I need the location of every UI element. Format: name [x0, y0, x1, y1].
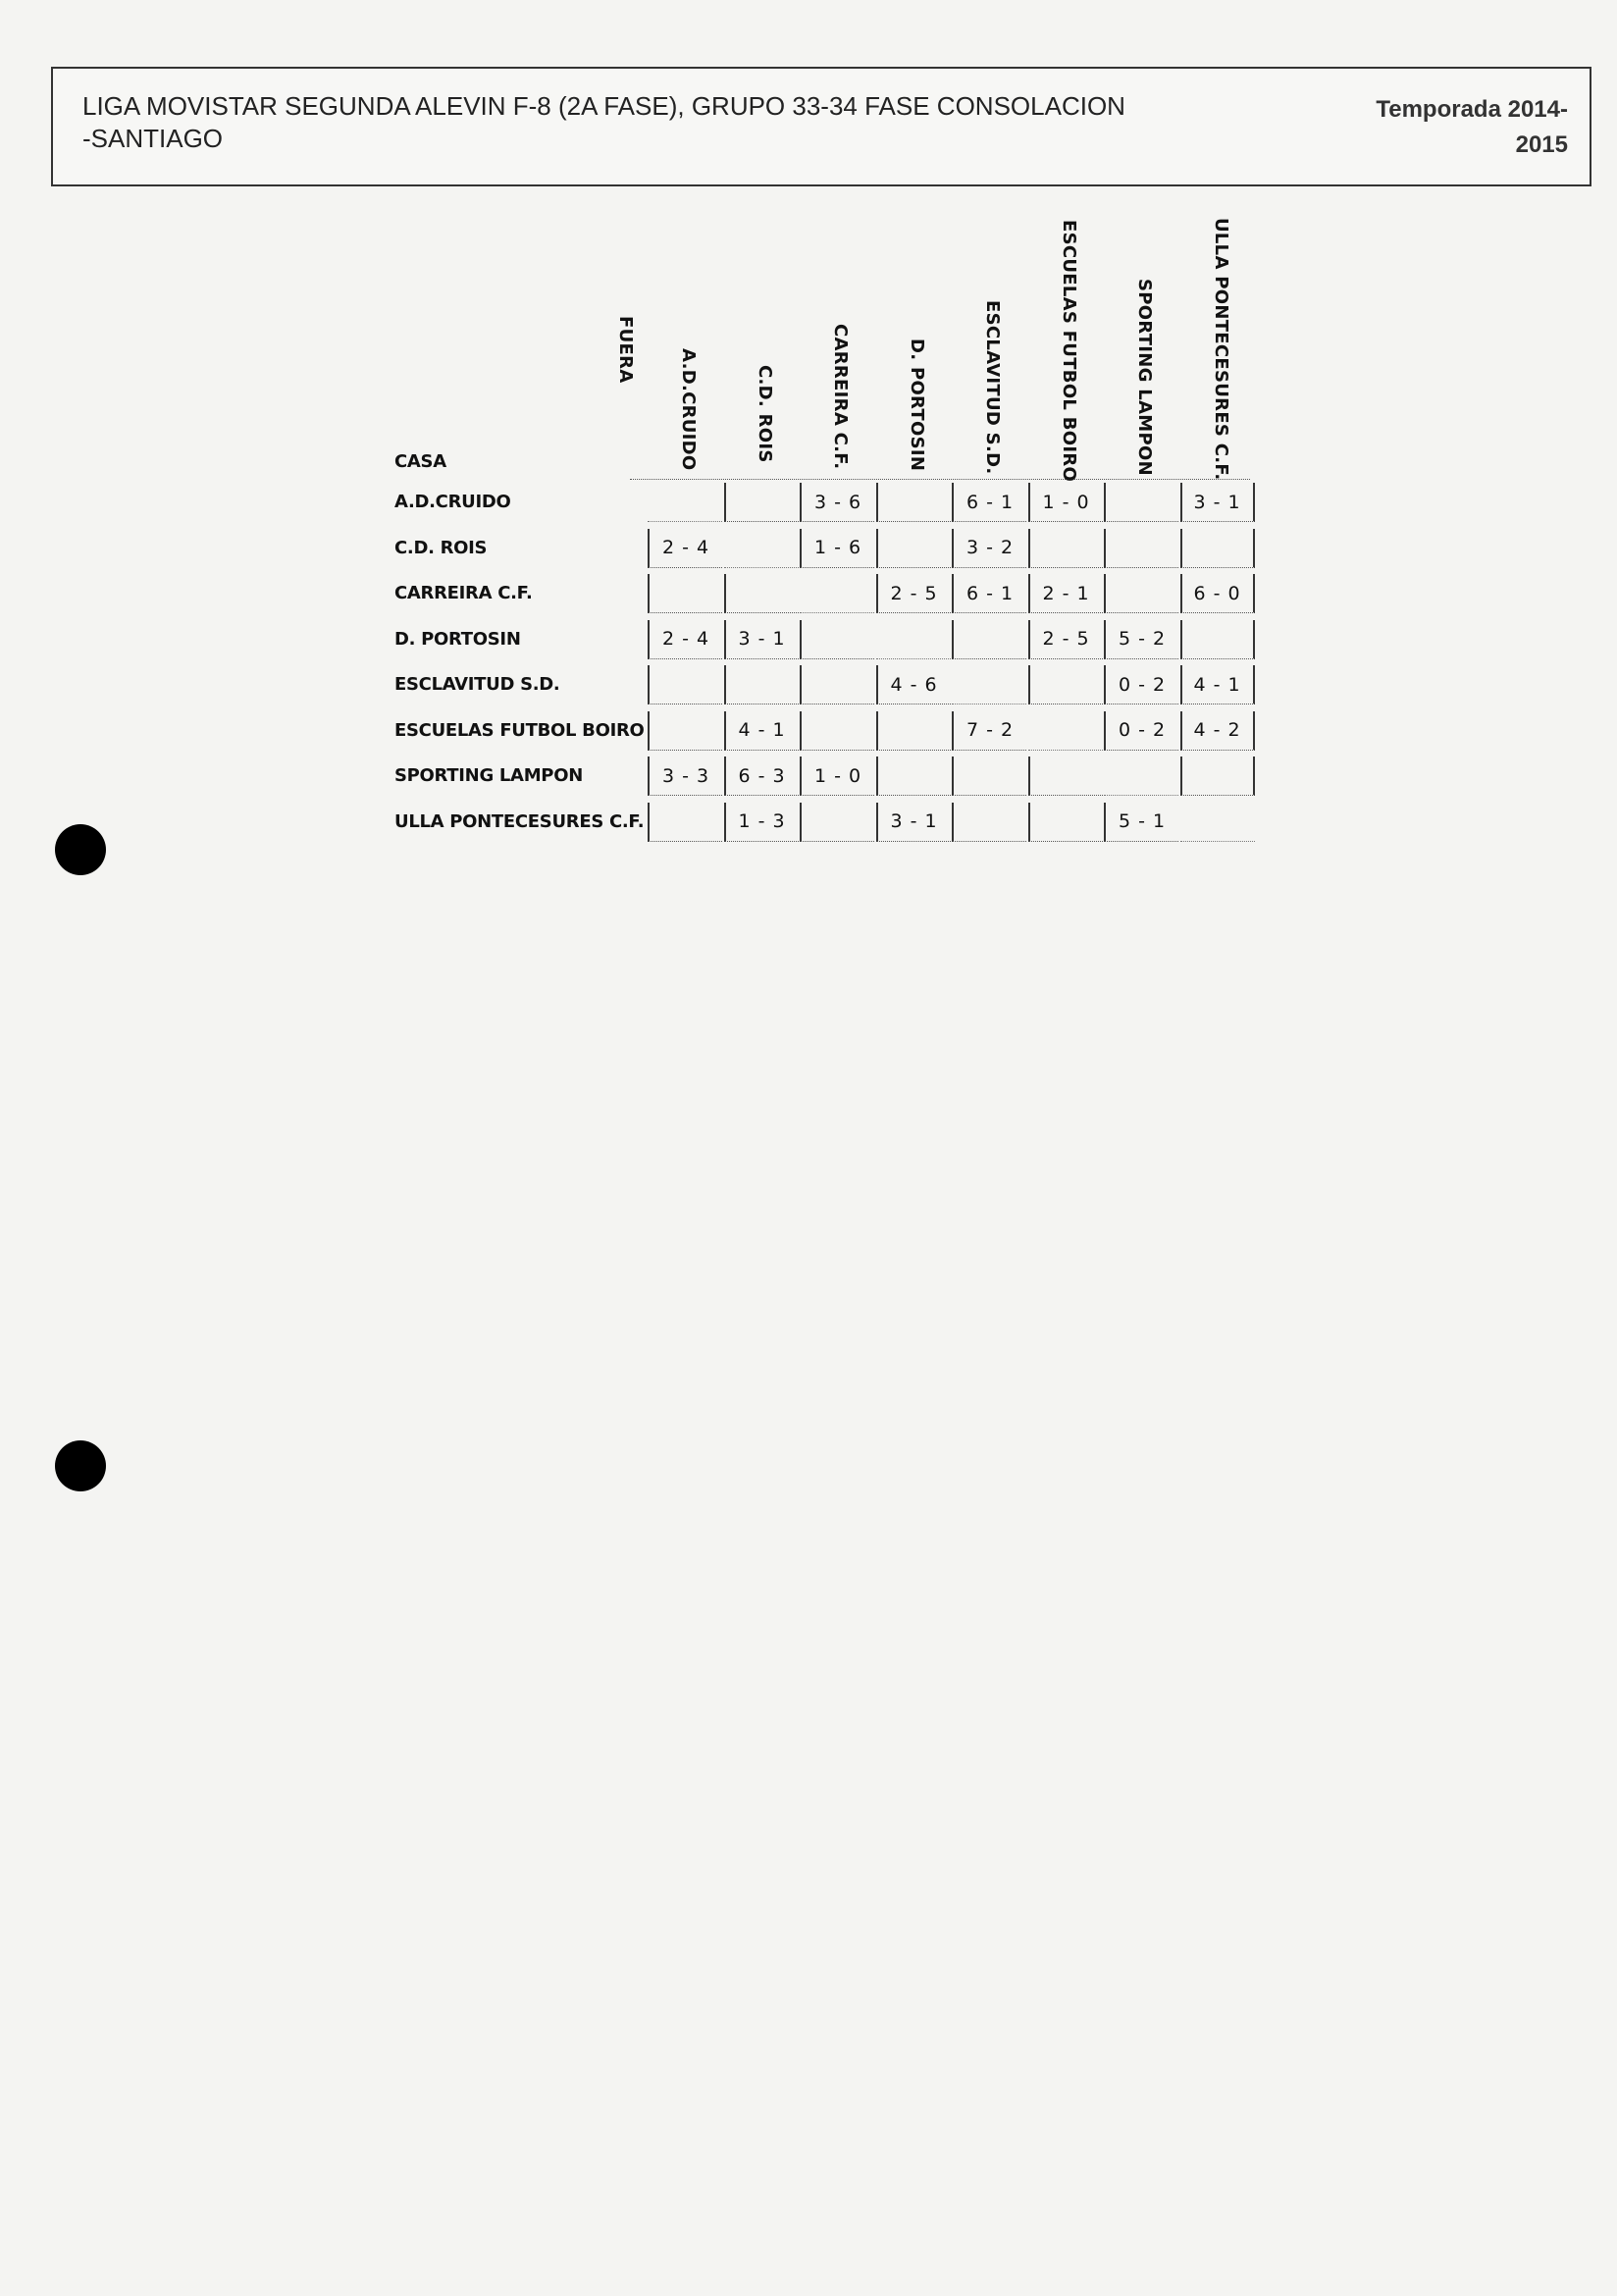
- result-cell: [1028, 757, 1103, 796]
- result-cell: [724, 574, 799, 613]
- league-title-line1: LIGA MOVISTAR SEGUNDA ALEVIN F-8 (2A FASE), GRUPO 33-34 FASE CONSOLACION: [82, 91, 1125, 121]
- result-cell: [952, 757, 1026, 796]
- season-label: [1352, 92, 1568, 163]
- result-cell: 3 - 2: [952, 529, 1026, 568]
- result-cell: [876, 711, 951, 751]
- result-cell: [1028, 529, 1103, 568]
- result-cell: [876, 483, 951, 522]
- diagonal-cell: [800, 574, 874, 613]
- result-cell: 1 - 0: [1028, 483, 1103, 522]
- diagonal-cell: [1104, 757, 1178, 796]
- top-rule: [630, 479, 1250, 480]
- result-cell: 6 - 3: [724, 757, 799, 796]
- result-cell: 3 - 3: [648, 757, 722, 796]
- result-cell: 4 - 1: [724, 711, 799, 751]
- result-cell: 6 - 1: [952, 483, 1026, 522]
- result-cell: 3 - 1: [1180, 483, 1255, 522]
- punch-hole: [55, 1440, 106, 1491]
- league-title-line2: -SANTIAGO: [82, 124, 224, 153]
- result-cell: 4 - 1: [1180, 665, 1255, 704]
- season-line1: Temporada 2014-: [1376, 96, 1568, 123]
- header-box: [51, 67, 1591, 186]
- result-cell: [1180, 757, 1255, 796]
- diagonal-cell: [724, 529, 799, 568]
- result-cell: [952, 620, 1026, 659]
- away-label: FUERA: [615, 316, 636, 384]
- result-cell: 4 - 2: [1180, 711, 1255, 751]
- column-header: C.D. ROIS: [754, 365, 775, 463]
- result-cell: 0 - 2: [1104, 665, 1178, 704]
- home-label: CASA: [394, 451, 446, 472]
- league-title: [82, 90, 1260, 155]
- row-label: D. PORTOSIN: [394, 628, 521, 650]
- result-cell: [800, 620, 874, 659]
- column-header: A.D.CRUIDO: [678, 348, 699, 471]
- row-label: A.D.CRUIDO: [394, 492, 511, 512]
- row-label: ULLA PONTECESURES C.F.: [394, 810, 645, 832]
- row-label: C.D. ROIS: [394, 537, 488, 558]
- result-cell: [1104, 529, 1178, 568]
- row-label: ESCLAVITUD S.D.: [394, 674, 560, 695]
- row-label: ESCUELAS FUTBOL BOIRO: [394, 719, 645, 741]
- result-cell: 6 - 0: [1180, 574, 1255, 613]
- diagonal-cell: [648, 483, 722, 522]
- result-cell: 3 - 1: [876, 803, 951, 842]
- result-cell: 5 - 2: [1104, 620, 1178, 659]
- result-cell: 4 - 6: [876, 665, 951, 704]
- result-cell: [800, 803, 874, 842]
- result-cell: [648, 803, 722, 842]
- result-cell: [952, 803, 1026, 842]
- column-header: ESCLAVITUD S.D.: [982, 300, 1003, 475]
- season-line2: 2015: [1515, 131, 1568, 158]
- result-cell: 1 - 6: [800, 529, 874, 568]
- column-header: D. PORTOSIN: [906, 339, 927, 472]
- result-cell: [800, 665, 874, 704]
- result-cell: 3 - 6: [800, 483, 874, 522]
- result-cell: [648, 574, 722, 613]
- column-header: ESCUELAS FUTBOL BOIRO: [1058, 220, 1079, 483]
- result-cell: 6 - 1: [952, 574, 1026, 613]
- row-label: SPORTING LAMPON: [394, 765, 583, 786]
- result-cell: [1180, 529, 1255, 568]
- result-cell: [1028, 803, 1103, 842]
- result-cell: 3 - 1: [724, 620, 799, 659]
- column-header: ULLA PONTECESURES C.F.: [1210, 218, 1231, 481]
- result-cell: [724, 483, 799, 522]
- result-cell: [648, 711, 722, 751]
- diagonal-cell: [952, 665, 1026, 704]
- column-header: CARREIRA C.F.: [830, 324, 851, 470]
- result-cell: [648, 665, 722, 704]
- column-header: SPORTING LAMPON: [1134, 279, 1155, 476]
- diagonal-cell: [1028, 711, 1103, 751]
- result-cell: 2 - 4: [648, 529, 722, 568]
- result-cell: 5 - 1: [1104, 803, 1178, 842]
- result-cell: [800, 711, 874, 751]
- result-cell: [1028, 665, 1103, 704]
- result-cell: 2 - 5: [1028, 620, 1103, 659]
- punch-hole: [55, 824, 106, 875]
- result-cell: [1180, 620, 1255, 659]
- row-label: CARREIRA C.F.: [394, 583, 533, 603]
- result-cell: [1104, 483, 1178, 522]
- diagonal-cell: [876, 620, 951, 659]
- result-cell: [724, 665, 799, 704]
- result-cell: [876, 757, 951, 796]
- result-cell: 7 - 2: [952, 711, 1026, 751]
- result-cell: [1104, 574, 1178, 613]
- result-cell: 1 - 0: [800, 757, 874, 796]
- result-cell: 2 - 1: [1028, 574, 1103, 613]
- result-cell: 0 - 2: [1104, 711, 1178, 751]
- result-cell: 2 - 5: [876, 574, 951, 613]
- result-cell: [876, 529, 951, 568]
- result-cell: 1 - 3: [724, 803, 799, 842]
- result-cell: 2 - 4: [648, 620, 722, 659]
- diagonal-cell: [1180, 803, 1255, 842]
